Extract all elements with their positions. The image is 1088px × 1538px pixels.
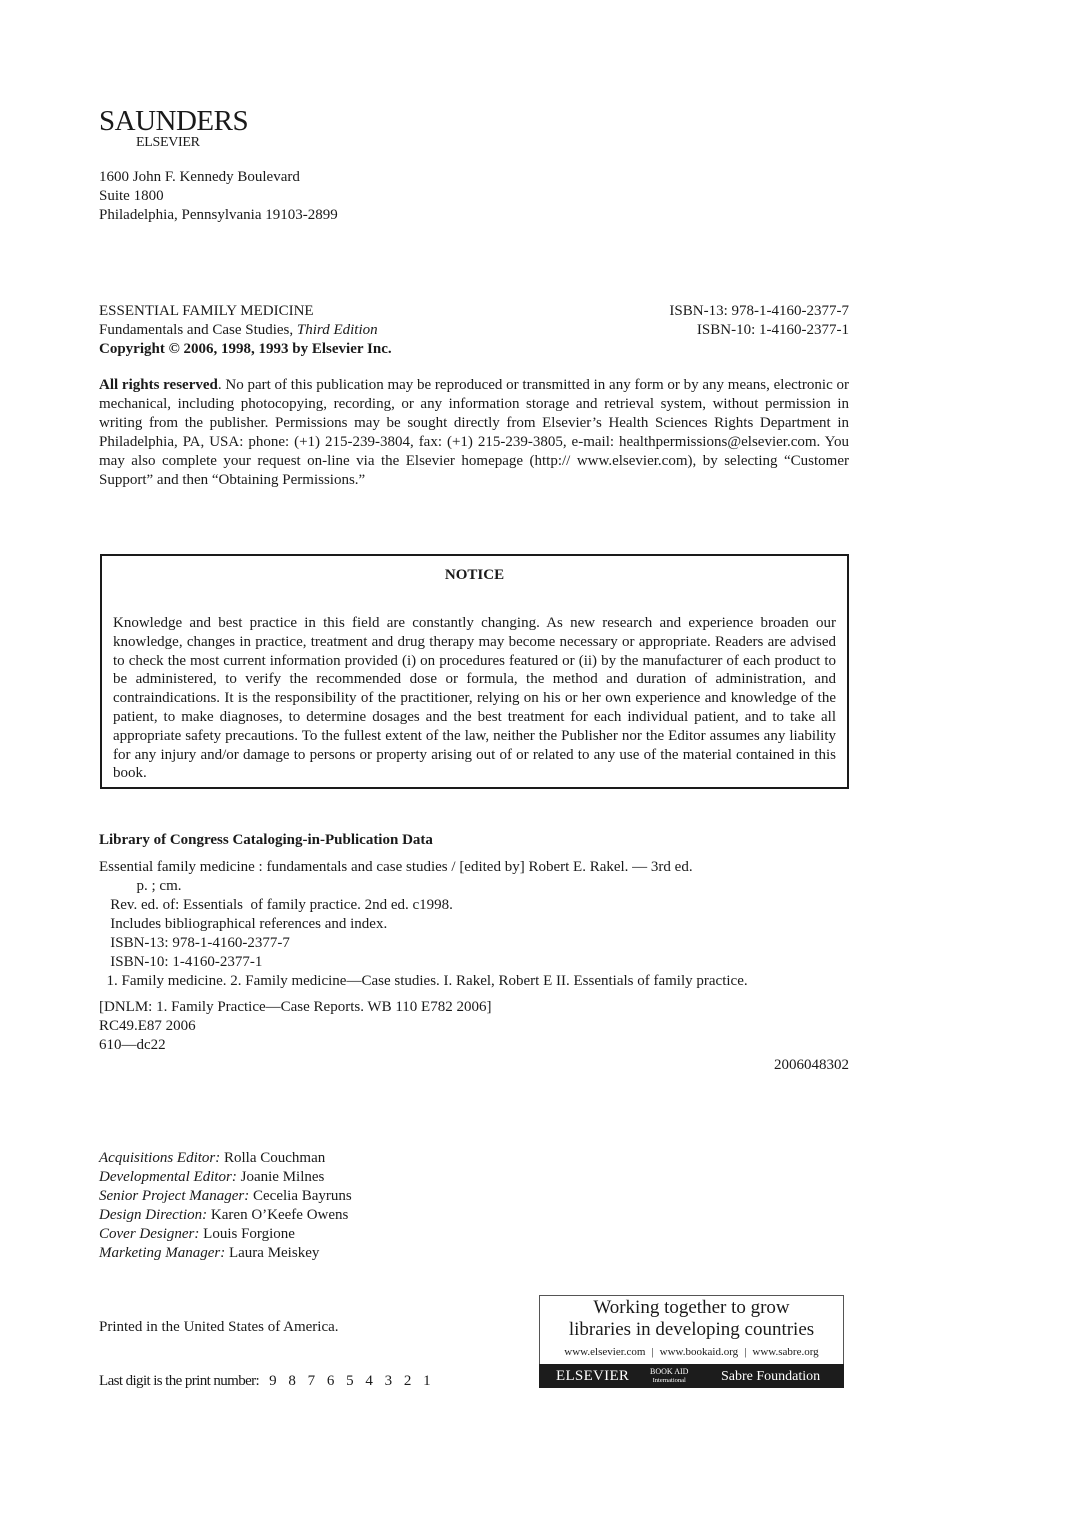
credits-list	[99, 1149, 352, 1263]
badge-url: www.sabre.org	[752, 1346, 819, 1358]
rights-paragraph	[99, 376, 849, 490]
dnlm-line: [DNLM: 1. Family Practice—Case Reports. WB 110 E782 2006]	[99, 999, 492, 1015]
cataloging-line: ISBN-10: 1-4160-2377-1	[99, 954, 263, 970]
badge-url: www.bookaid.org	[659, 1346, 739, 1358]
dnlm-line: 610—dc22	[99, 1037, 166, 1053]
publisher-logo	[99, 106, 248, 150]
elsevier-logo: ELSEVIER	[556, 1368, 630, 1384]
address-line: Philadelphia, Pennsylvania 19103-2899	[99, 207, 338, 223]
dnlm-block	[99, 998, 491, 1055]
print-number-line	[99, 1373, 431, 1390]
badge-url-separator: |	[651, 1346, 654, 1358]
credit-line	[99, 1168, 352, 1187]
cataloging-line: p. ; cm.	[99, 878, 182, 894]
cataloging-line: Includes bibliographical references and index.	[99, 916, 388, 932]
cataloging-entry	[99, 858, 859, 991]
publisher-address	[99, 168, 338, 225]
book-edition: Third Edition	[296, 322, 378, 338]
logo-sub: ELSEVIER	[136, 135, 200, 150]
address-line: 1600 John F. Kennedy Boulevard	[99, 169, 300, 185]
credit-name: Rolla Couchman	[224, 1150, 326, 1166]
loc-control-number: 2006048302	[774, 1057, 849, 1073]
bookaid-logo	[650, 1367, 688, 1385]
copyright-line: Copyright © 2006, 1998, 1993 by Elsevier Inc.	[99, 341, 392, 357]
book-aid-badge	[539, 1295, 844, 1388]
book-subtitle: Fundamentals and Case Studies,	[99, 322, 294, 338]
print-number-digits: 9 8 7 6 5 4 3 2 1	[269, 1373, 431, 1389]
credit-role: Cover Designer:	[99, 1226, 200, 1242]
credit-name: Laura Meiskey	[228, 1245, 320, 1261]
cataloging-line: Rev. ed. of: Essentials of family practice. 2nd ed. c1998.	[99, 897, 453, 913]
dnlm-line: RC49.E87 2006	[99, 1018, 196, 1034]
rights-lead: All rights reserved	[99, 377, 218, 393]
cataloging-heading: Library of Congress Cataloging-in-Publication Data	[99, 832, 433, 848]
credit-name: Joanie Milnes	[240, 1169, 325, 1185]
credit-name: Karen O’Keefe Owens	[210, 1207, 349, 1223]
print-number-label: Last digit is the print number:	[99, 1373, 260, 1389]
badge-line-1: Working together to grow	[593, 1297, 790, 1318]
title-block	[99, 302, 392, 359]
credit-role: Acquisitions Editor:	[99, 1150, 221, 1166]
credit-line	[99, 1206, 352, 1225]
cataloging-line: ISBN-13: 978-1-4160-2377-7	[99, 935, 290, 951]
isbn-block	[669, 302, 849, 340]
credit-role: Senior Project Manager:	[99, 1188, 250, 1204]
badge-logo-bar	[539, 1364, 844, 1388]
notice-body: Knowledge and best practice in this field are constantly changing. As new research and experience broaden our knowledge, changes in practice, treatment and drug therapy may become necessary or appropriate. Readers are advised to check the most current information provided (i) on procedures featured or (ii) by the manufacturer of each product to be administered, to verify the recommended dose or formula, the method and duration of administration, and contraindications. It is the responsibility of the practitioner, relying on his or her own experience and knowledge of the patient, to make diagnoses, to determine dosages and the best treatment for each individual patient, and to take all appropriate safety precautions. To the fullest extent of the law, neither the Publisher nor the Editor assumes any liability for any injury and/or damage to persons or property arising out of or related to any use of the material contained in this book.	[113, 615, 836, 782]
credit-name: Cecelia Bayruns	[253, 1188, 352, 1204]
credit-role: Marketing Manager:	[99, 1245, 226, 1261]
isbn-10: ISBN-10: 1-4160-2377-1	[696, 322, 849, 338]
credit-name: Louis Forgione	[203, 1226, 295, 1242]
badge-url-separator: |	[744, 1346, 747, 1358]
cataloging-line: Essential family medicine : fundamentals and case studies / [edited by] Robert E. Rakel. — 3rd ed.	[99, 859, 693, 875]
isbn-13: ISBN-13: 978-1-4160-2377-7	[669, 303, 849, 319]
printed-in: Printed in the United States of America.	[99, 1319, 339, 1335]
credit-role: Developmental Editor:	[99, 1169, 237, 1185]
badge-line-2: libraries in developing countries	[568, 1319, 815, 1340]
notice-heading: NOTICE	[444, 567, 505, 583]
credit-line	[99, 1187, 352, 1206]
cataloging-line: 1. Family medicine. 2. Family medicine—Case studies. I. Rakel, Robert E II. Essentials of family practice.	[99, 973, 748, 989]
notice-box	[100, 554, 849, 789]
bookaid-logo-text: BOOK AID	[650, 1367, 689, 1376]
credit-line	[99, 1225, 352, 1244]
rights-text: . No part of this publication may be reproduced or transmitted in any form or by any means, electronic or mechanical, including photocopying, recording, or any information storage and retrieval system, without permission in writing from the publisher. Permissions may be sought directly from Elsevier’s Health Sciences Rights Department in Philadelphia, PA, USA: phone: (+1) 215-239-3804, fax: (+1) 215-239-3805, e-mail: healthpermissions@elsevier.com. You may also complete your request on-line via the Elsevier homepage (http:// www.elsevier.com), by selecting “Customer Support” and then “Obtaining Permissions.”	[99, 377, 849, 488]
address-line: Suite 1800	[99, 188, 164, 204]
logo-brand: SAUNDERS	[99, 105, 249, 137]
credit-line	[99, 1244, 352, 1263]
book-subtitle-line	[99, 321, 392, 340]
credit-line	[99, 1149, 352, 1168]
badge-url: www.elsevier.com	[564, 1346, 646, 1358]
book-title: ESSENTIAL FAMILY MEDICINE	[99, 303, 314, 319]
bookaid-logo-sub: International	[652, 1377, 686, 1384]
badge-urls	[539, 1345, 844, 1359]
sabre-logo: Sabre Foundation	[721, 1369, 821, 1384]
credit-role: Design Direction:	[99, 1207, 208, 1223]
